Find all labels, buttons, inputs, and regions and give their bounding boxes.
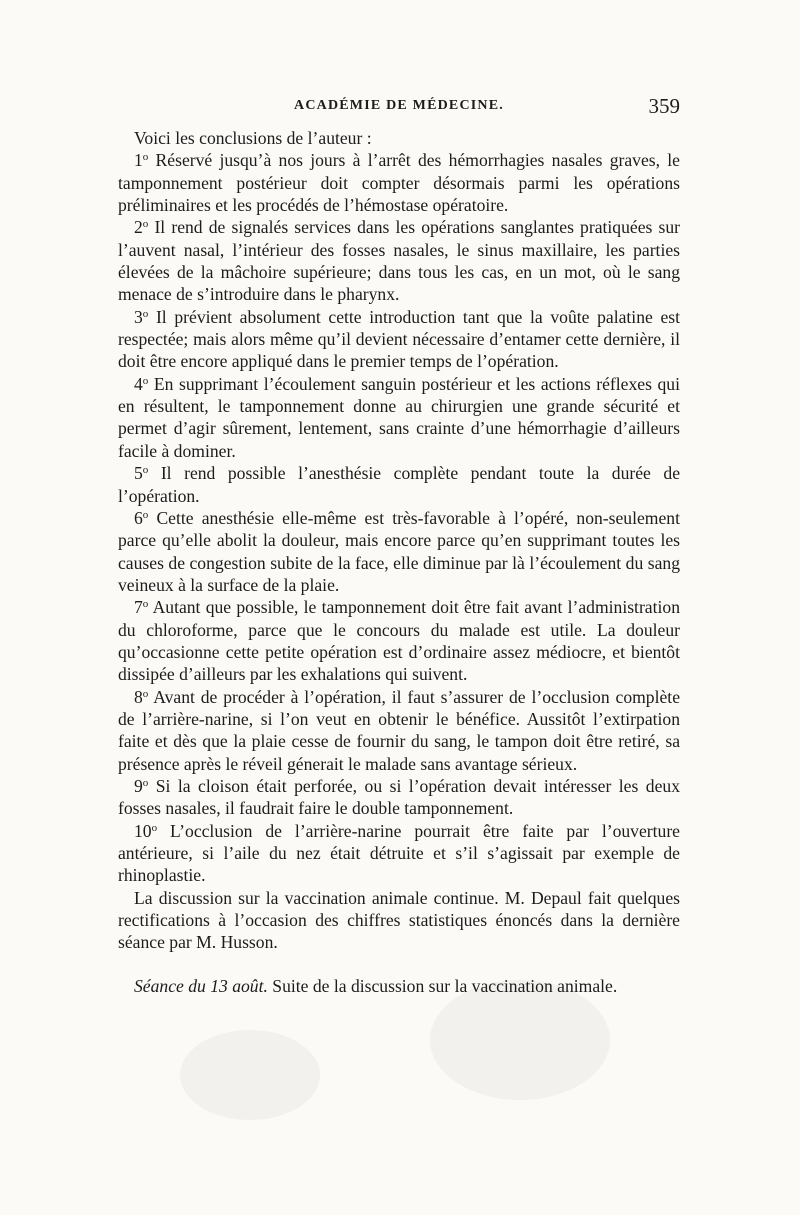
item-number: 9 [134,775,143,796]
ordinal-mark: o [142,464,149,477]
session-heading-paragraph [118,975,680,997]
conclusion-item [118,462,680,507]
ordinal-mark: o [142,598,149,611]
paragraph-text: Voici les conclusions de l’auteur : [134,128,372,148]
item-text: Il rend de signalés services dans les opérations sanglantes pratiquées sur l’auvent nasal, l’intérieur des fosses nasales, le sinus maxillaire, les parties élevées de la mâchoire supérieure; dans tous les cas, en un mot, où le sang menace de s’introduire dans le pharynx. [118,217,680,305]
ordinal-mark: o [142,218,149,231]
conclusion-item [118,306,680,373]
item-text: Il rend possible l’anesthésie complète pendant toute la durée de l’opération. [118,463,680,506]
conclusion-item [118,216,680,305]
item-text: Autant que possible, le tamponnement doit être fait avant l’administration du chloroforme, parce que le concours du malade est utile. La douleur qu’occasionne cette petite opération est d’ordinaire assez médiocre, et bientôt dissipée d’ailleurs par les exhalations qui suivent. [118,597,680,685]
intro-paragraph [118,127,680,149]
running-head [118,94,680,122]
ordinal-mark: o [142,151,149,164]
item-number: 6 [134,507,143,528]
item-number: 7 [134,597,143,618]
conclusion-item [118,507,680,596]
paragraph-text: La discussion sur la vaccination animale continue. M. Depaul fait quelques rectifications à l’occasion des chiffres statistiques énoncés dans la dernière séance par M. Husson. [118,887,680,953]
ordinal-mark: o [142,374,149,387]
item-text: Cette anesthésie elle-même est très-favorable à l’opéré, non-seulement parce qu’elle abolit la douleur, mais encore parce qu’en supprimant toutes les causes de congestion subite de la face, elle diminue par là l’écoulement du sang veineux à la surface de la plaie. [118,507,680,595]
paper-stain [180,1030,320,1120]
conclusion-item [118,149,680,216]
item-text: Avant de procéder à l’opération, il faut s’assurer de l’occlusion complète de l’arrière-narine, si l’on veut en obtenir le bénéfice. Aussitôt l’extirpation faite et dès que la plaie cesse de fournir du sang, le tampon doit être retiré, sa présence après le réveil génerait le malade sans avantage sérieux. [118,686,680,774]
conclusion-item [118,820,680,887]
item-number: 3 [134,306,143,327]
conclusion-item [118,686,680,775]
item-text: En supprimant l’écoulement sanguin postérieur et les actions réflexes qui en résultent, le tamponnement donne au chirurgien une grande sécurité et permet d’agir sûrement, lentement, sans crainte d’une hémorrhagie d’ailleurs facile à dominer. [118,373,680,461]
item-number: 4 [134,373,143,394]
running-title: ACADÉMIE DE MÉDECINE. [294,98,504,113]
item-number: 2 [134,217,143,238]
item-text: L’occlusion de l’arrière-narine pourrait être faite par l’ouverture antérieure, si l’aile du nez était détruite et s’il s’agissait par exemple de rhinoplastie. [118,820,680,886]
item-number: 5 [134,463,143,484]
conclusion-item [118,596,680,685]
paper-stain [430,980,610,1100]
discussion-paragraph [118,887,680,954]
ordinal-mark: o [142,776,149,789]
session-text: Suite de la discussion sur la vaccination animale. [267,975,618,996]
session-date: Séance du 13 août. [134,975,268,996]
ordinal-mark: o [142,687,149,700]
item-text: Réservé jusqu’à nos jours à l’arrêt des hémorrhagies nasales graves, le tamponnement postérieur doit compter désormais parmi les opérations préliminaires et les procédés de l’hémostase opératoire. [118,150,680,216]
ordinal-mark: o [142,508,149,521]
conclusion-item [118,775,680,820]
conclusion-item [118,373,680,462]
item-number: 1 [134,150,143,171]
ordinal-mark: o [151,821,158,834]
ordinal-mark: o [142,307,149,320]
page-number: 359 [648,94,680,118]
item-number: 10 [134,820,152,841]
body-text [118,127,680,997]
item-number: 8 [134,686,143,707]
item-text: Si la cloison était perforée, ou si l’opération devait intéresser les deux fosses nasales, il faudrait faire le double tamponnement. [118,775,680,819]
item-text: Il prévient absolument cette introduction tant que la voûte palatine est respectée; mais alors même qu’il devient nécessaire d’entamer cette dernière, il doit être encore appliqué dans le premier temps de l’opération. [118,306,680,372]
